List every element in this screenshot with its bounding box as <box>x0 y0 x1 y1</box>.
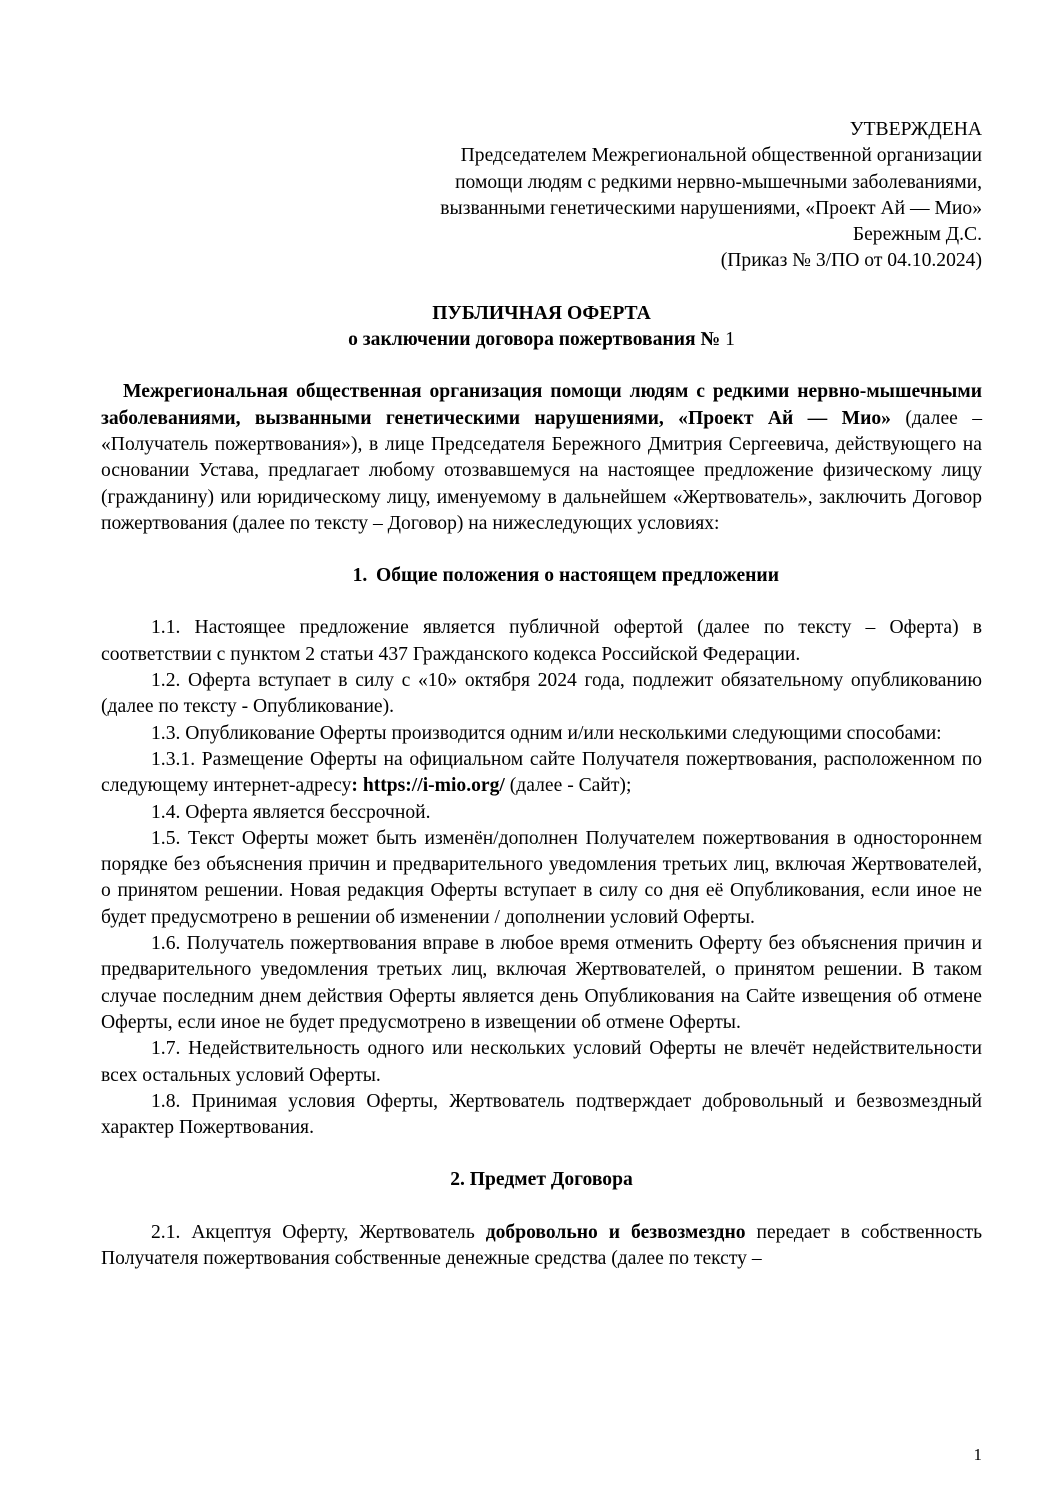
clause-1-8: 1.8. Принимая условия Оферты, Жертвователь подтверждает добровольный и безвозмездный характер Пожертвования. <box>101 1090 982 1139</box>
clause-1-7: 1.7. Недействительность одного или нескольких условий Оферты не влечёт недействительности всех остальных условий Оферты. <box>101 1038 982 1086</box>
clause-2-1 <box>101 1220 982 1273</box>
intro-text: (далее – «Получатель пожертвования»), в лице Председателя Бережного Дмитрия Сергеевича, действующего на основании Устава, предлагает любому отозвавшемуся на настоящее предложение физическому лицу (гражданину) или юридическому лицу, именуемому в дальнейшем «Жертвователь», заключить Договор пожертвования (далее по тексту – Договор) на нижеследующих условиях: <box>101 407 982 534</box>
approval-line: помощи людям с редкими нервно-мышечными заболеваниями, <box>455 171 982 193</box>
approval-signatory: Бережным Д.С. <box>852 224 982 246</box>
section-2-heading: 2. Предмет Договора <box>450 1169 633 1191</box>
approval-order: (Приказ № 3/ПО от 04.10.2024) <box>720 250 982 272</box>
clause-1-1: 1.1. Настоящее предложение является публичной офертой (далее по тексту – Оферта) в соответствии с пунктом 2 статьи 437 Гражданского кодекса Российской Федерации. <box>101 617 982 665</box>
section-1-heading <box>101 563 982 589</box>
approval-line: вызванными генетическими нарушениями, «Проект Ай — Мио» <box>440 197 982 219</box>
title-sub <box>101 327 982 353</box>
clause-2-1-emphasis: добровольно и безвозмездно <box>485 1221 746 1243</box>
intro-paragraph <box>101 379 982 537</box>
page-number: 1 <box>973 1445 982 1464</box>
clause-1-4: 1.4. Оферта является бессрочной. <box>151 801 431 823</box>
clause-1-3: 1.3. Опубликование Оферты производится одним и/или несколькими следующими способами: <box>151 722 942 744</box>
approval-heading: УТВЕРЖДЕНА <box>849 119 982 140</box>
clause-2-1-rest: передает в собственность Получателя пожертвования собственные денежные средства (далее по тексту – <box>101 1221 982 1269</box>
title-main: ПУБЛИЧНАЯ ОФЕРТА <box>432 302 651 324</box>
intro-org-name: Межрегиональная общественная организация помощи людям с редкими нервно-мышечными заболеваниями, вызванными генетическими нарушениями, «Проект Ай — Мио» <box>101 381 982 429</box>
title-sub-text: о заключении договора пожертвования № <box>348 329 721 351</box>
clause-1-6: 1.6. Получатель пожертвования вправе в любое время отменить Оферту без объяснения причин и предварительного уведомления третьих лиц, включая Жертвователей, о принятом решении. В таком случае последним днем действия Оферты является день Опубликования на Сайте извещения об отмене Оферты, если иное не будет предусмотрено в извещении об отмене Оферты. <box>101 933 982 1033</box>
section-1-number: 1. <box>352 565 368 587</box>
clause-1-3-1 <box>101 747 982 800</box>
document-content <box>101 117 982 1272</box>
site-url-link[interactable]: : https://i-mio.org/ <box>351 775 505 797</box>
clause-2-1-text: 2.1. Акцептуя Оферту, Жертвователь <box>151 1221 486 1243</box>
approval-line: Председателем Межрегиональной общественной организации <box>460 145 982 167</box>
section-1-title: Общие положения о настоящем предложении <box>375 565 780 587</box>
clause-1-5: 1.5. Текст Оферты может быть изменён/дополнен Получателем пожертвования в одностороннем порядке без объяснения причин и предварительного уведомления третьих лиц, включая Жертвователей, о принятом решении. Новая редакция Оферты вступает в силу со дня её Опубликования, если иное не будет предусмотрено в решении об изменении / дополнении условий Оферты. <box>101 827 982 928</box>
title-sub-number: 1 <box>720 329 735 351</box>
document-title <box>101 301 982 354</box>
approval-block <box>101 117 982 275</box>
clause-1-3-1-suffix: (далее - Сайт); <box>504 775 632 797</box>
clause-1-3-1-text: 1.3.1. Размещение Оферты на официальном сайте Получателя пожертвования, расположенном по следующему интернет-адресу <box>101 748 982 797</box>
clause-1-2: 1.2. Оферта вступает в силу с «10» октября 2024 года, подлежит обязательному опубликованию (далее по тексту - Опубликование). <box>101 670 982 718</box>
